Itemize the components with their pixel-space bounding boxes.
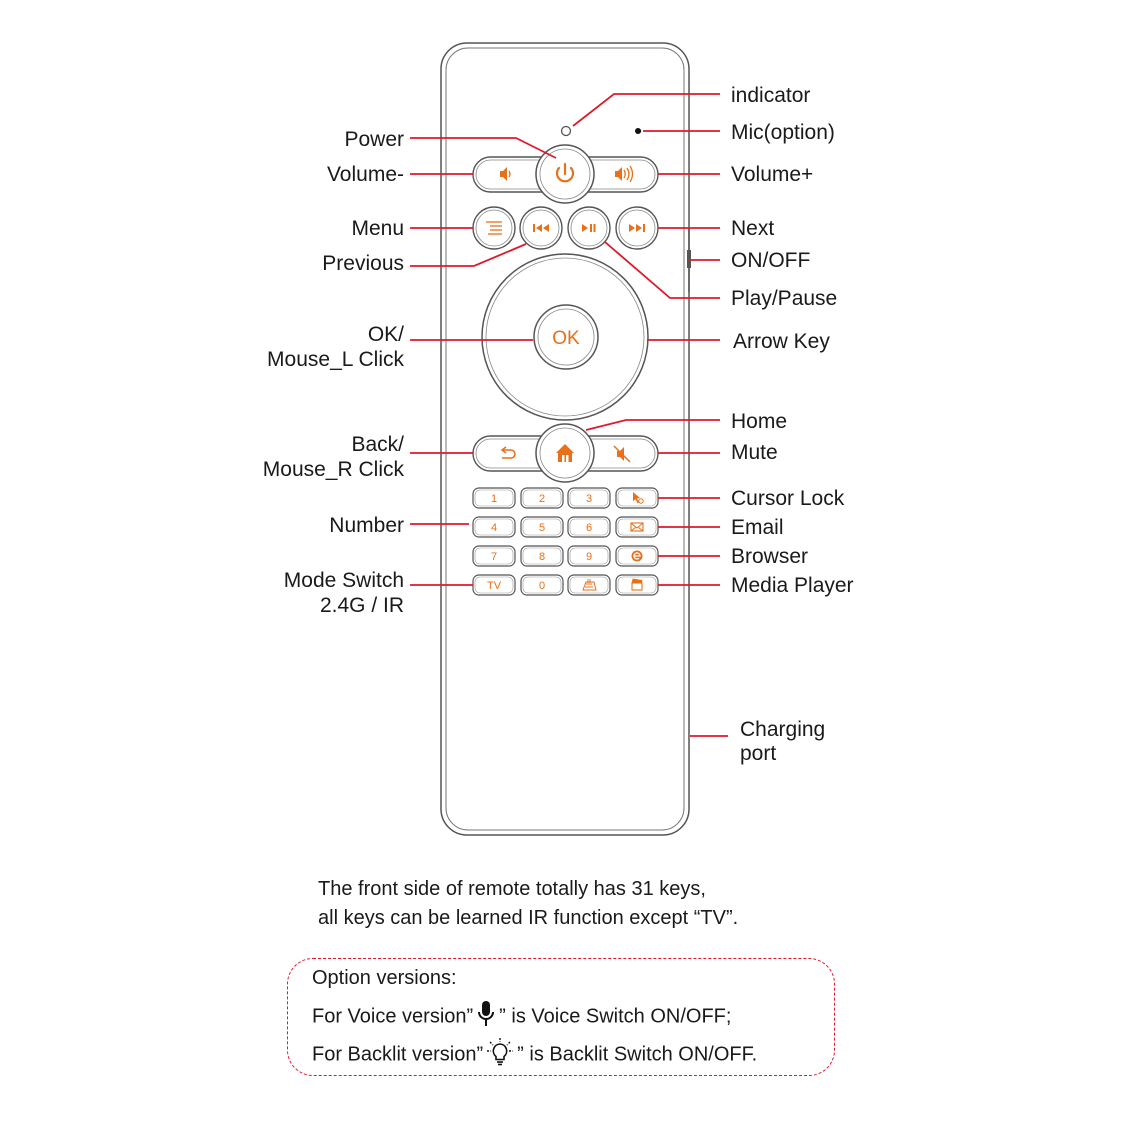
backlit-option-line (312, 1038, 757, 1072)
label-indicator: indicator (731, 84, 811, 107)
key-2[interactable] (521, 488, 563, 508)
options-title: Option versions: (312, 967, 457, 989)
label-media-player: Media Player (731, 574, 854, 597)
label-charging-line2: port (740, 742, 777, 765)
key-9-label: 9 (585, 551, 593, 563)
label-email: Email (731, 516, 784, 539)
label-previous: Previous (322, 252, 404, 275)
tv-mode-switch-button[interactable] (473, 575, 515, 595)
key-9[interactable] (568, 546, 610, 566)
voice-suffix: ” is Voice Switch ON/OFF; (499, 1005, 732, 1028)
key-3-label: 3 (585, 493, 593, 505)
leader-endpoints (637, 129, 641, 133)
notes-line2: all keys can be learned IR function except “TV”. (318, 907, 739, 929)
label-power: Power (344, 128, 404, 151)
notes-line1: The front side of remote totally has 31 keys, (318, 878, 706, 900)
key-4-label: 4 (490, 522, 498, 534)
label-browser: Browser (731, 545, 809, 568)
key-4[interactable] (473, 517, 515, 537)
key-5-label: 5 (538, 522, 546, 534)
key-7-label: 7 (490, 551, 498, 563)
label-play-pause: Play/Pause (731, 287, 838, 310)
label-mode-line2: 2.4G / IR (319, 594, 404, 617)
label-mic: Mic(option) (731, 121, 835, 144)
label-volume-down: Volume- (326, 163, 404, 186)
label-ok-line2: Mouse_L Click (267, 348, 404, 371)
play-pause-button[interactable] (568, 207, 610, 249)
key-5[interactable] (521, 517, 563, 537)
label-number: Number (329, 514, 404, 537)
key-8-label: 8 (538, 551, 546, 563)
label-ok-line1: OK/ (367, 323, 404, 346)
ok-button[interactable] (534, 305, 598, 369)
tv-mode-switch-button-label: TV (486, 580, 502, 592)
label-mute: Mute (731, 441, 778, 464)
voice-option-line (312, 1000, 731, 1034)
browser-icon (632, 551, 643, 562)
key-1-label: 1 (490, 493, 498, 505)
indicator-light (562, 127, 571, 136)
label-home: Home (731, 410, 788, 433)
keyboard-button[interactable] (568, 575, 610, 595)
backlit-suffix: ” is Backlit Switch ON/OFF. (517, 1043, 758, 1066)
key-8[interactable] (521, 546, 563, 566)
label-onoff: ON/OFF (731, 249, 811, 272)
key-3[interactable] (568, 488, 610, 508)
key-6-label: 6 (585, 522, 593, 534)
menu-button[interactable] (473, 207, 515, 249)
backlit-prefix: For Backlit version” (312, 1043, 484, 1066)
label-back-line2: Mouse_R Click (262, 458, 404, 481)
browser-button[interactable] (616, 546, 658, 566)
side-switch-knob (687, 250, 691, 268)
notes (318, 875, 738, 933)
home-button[interactable] (536, 424, 594, 482)
key-1[interactable] (473, 488, 515, 508)
power-button[interactable] (536, 145, 594, 203)
microphone-icon (477, 1000, 495, 1034)
label-mode-line1: Mode Switch (283, 569, 404, 592)
label-next: Next (731, 217, 775, 240)
email-button[interactable] (616, 517, 658, 537)
label-charging-line1: Charging (740, 718, 826, 741)
voice-prefix: For Voice version” (312, 1005, 474, 1028)
key-6[interactable] (568, 517, 610, 537)
cursor-lock-button[interactable] (616, 488, 658, 508)
key-7[interactable] (473, 546, 515, 566)
label-cursor-lock: Cursor Lock (731, 487, 845, 510)
key-0[interactable] (521, 575, 563, 595)
label-back-line1: Back/ (351, 433, 404, 456)
ok-label: OK (552, 328, 580, 349)
next-button[interactable] (616, 207, 658, 249)
lightbulb-icon (487, 1038, 513, 1072)
previous-button[interactable] (520, 207, 562, 249)
key-0-label: 0 (538, 580, 546, 592)
key-2-label: 2 (538, 493, 546, 505)
media-player-button[interactable] (616, 575, 658, 595)
label-menu: Menu (351, 217, 404, 240)
label-arrow-key: Arrow Key (733, 330, 830, 353)
label-volume-up: Volume+ (731, 163, 814, 186)
